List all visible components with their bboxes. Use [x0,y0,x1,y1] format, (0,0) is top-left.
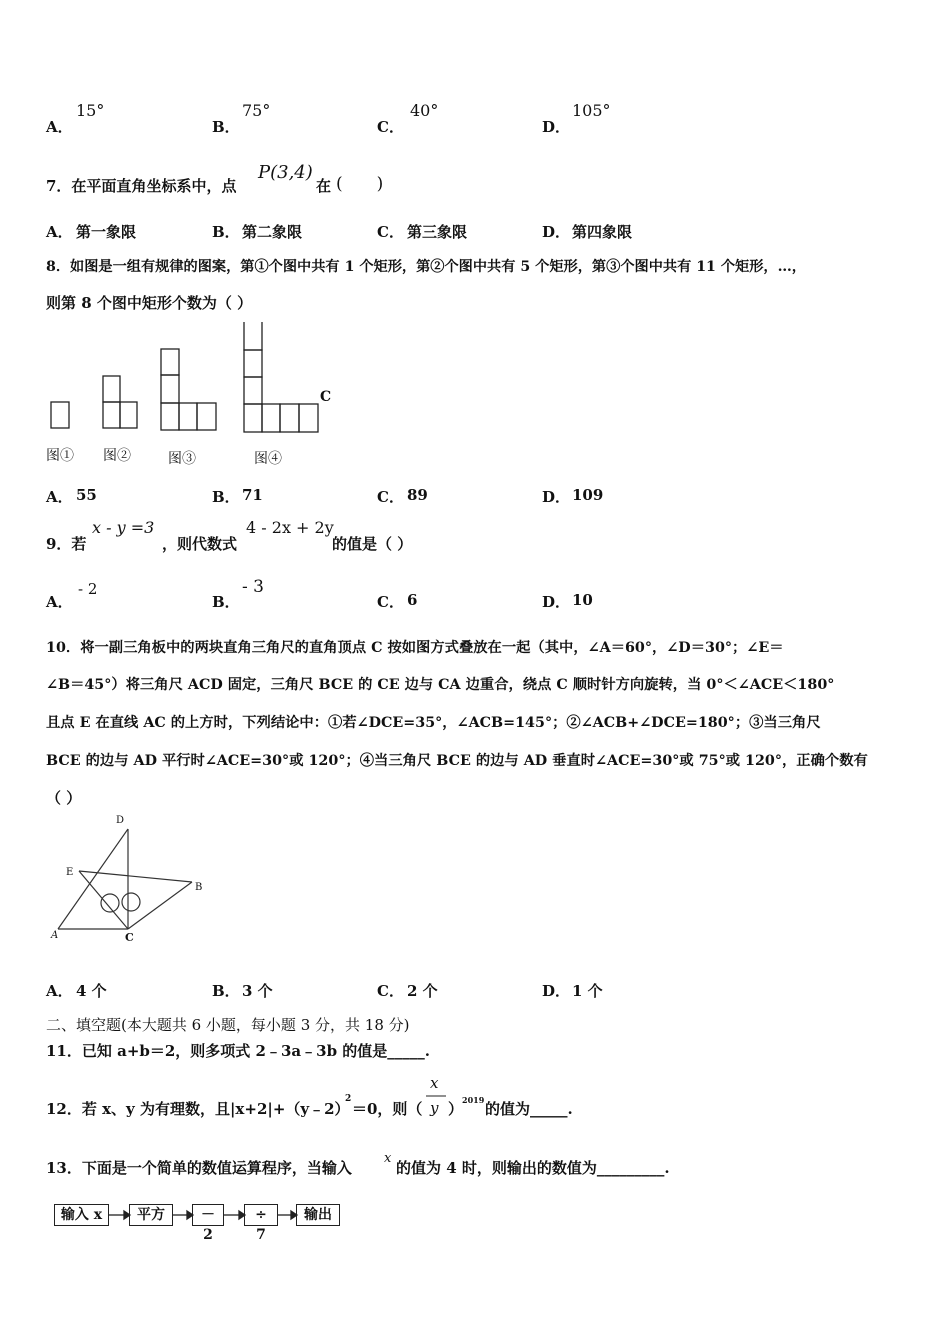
q8-figure-label-1: 图① [46,448,74,464]
q6-option-c-value: 40° [410,101,439,120]
q10-point-a: A [51,930,59,941]
q13-prefix: 13．下面是一个简单的数值运算程序，当输入 [46,1159,352,1177]
q12-fraction-numerator: x [430,1074,439,1092]
q9-option-b-label: B． [212,593,240,611]
q8-figure-label-4: 图④ [254,451,282,467]
q10-point-c: C [125,931,134,944]
q12-prefix: 12．若 x、y 为有理数，且|x+2|+（y﹣2） [46,1100,350,1118]
flow-output-box: 输出 [296,1204,340,1226]
q13-variable: x [384,1151,392,1166]
q6-option-d-label: D． [542,118,571,136]
q10-option-d-label: D． [542,982,571,1000]
q8-stem-line1: 8．如图是一组有规律的图案，第①个图中共有 1 个矩形，第②个图中共有 5 个矩形，第③个图中共有 11 个矩形，…， [46,259,806,275]
q10-option-b-value: 3 个 [242,982,273,1000]
q9-option-d-value: 10 [572,591,593,609]
flow-input-box: 输入 x [54,1204,109,1226]
q7-option-a-label: A． [46,223,73,241]
q10-line-3: 且点 E 在直线 AC 的上方时，下列结论中：①若∠DCE=35°，∠ACB=145°；②∠ACB+∠DCE=180°；③当三角尺 [46,715,821,731]
q10-point-b: B [195,882,203,893]
q7-option-b-label: B． [212,223,240,241]
q10-line-4: BCE 的边与 AD 平行时∠ACE=30°或 120°；④当三角尺 BCE 的边与 AD 垂直时∠ACE=30°或 75°或 120°，正确个数有 [46,753,868,769]
q10-option-b-label: B． [212,982,240,1000]
q8-option-d-value: 109 [572,486,604,504]
q10-option-d-value: 1 个 [572,982,603,1000]
q10-line-2: ∠B＝45°）将三角尺 ACD 固定，三角尺 BCE 的 CE 边与 CA 边重合，绕点 C 顺时针方向旋转，当 0°＜∠ACE＜180° [46,677,835,693]
q12-fraction-denominator: y [430,1099,439,1117]
q7-option-c-value: 第三象限 [407,223,468,241]
q9-option-a-label: A． [46,593,73,611]
flow-divide7-box: ÷ 7 [244,1204,278,1226]
q7-stem-suffix: 在 [316,177,332,195]
q10-option-c-label: C． [377,982,404,1000]
section-2-heading: 二、填空题(本大题共 6 小题，每小题 3 分，共 18 分) [46,1016,410,1034]
q8-option-a-label: A． [46,488,73,506]
flow-minus2-box: －2 [192,1204,224,1226]
q8-option-b-value: 71 [242,486,263,504]
q7-stem-prefix: 7．在平面直角坐标系中，点 [46,177,237,195]
q12-middle: ＝0，则（ [352,1100,423,1118]
q9-option-d-label: D． [542,593,571,611]
q10-option-a-label: A． [46,982,73,1000]
q8-stem-line2: 则第 8 个图中矩形个数为（ ） [46,294,253,312]
q9-middle: ，则代数式 [162,535,238,553]
q6-option-b-value: 75° [242,101,271,120]
q8-corner-label: C [320,389,332,405]
q8-figure-label-3: 图③ [168,451,196,467]
q6-option-a-label: A． [46,118,73,136]
q9-expression: 4 - 2x + 2y [246,518,334,537]
question-11: 11．已知 a+b＝2，则多项式 2﹣3a﹣3b 的值是_____. [46,1042,430,1060]
q7-answer-blank: ( ) [336,174,384,194]
q10-option-c-value: 2 个 [407,982,438,1000]
q8-option-d-label: D． [542,488,571,506]
q7-point: P(3,4) [258,162,313,183]
q12-close-paren: ） [448,1100,464,1118]
q7-option-d-value: 第四象限 [572,223,633,241]
q10-option-a-value: 4 个 [76,982,107,1000]
q8-figure-label-2: 图② [103,448,131,464]
q8-option-a-value: 55 [76,486,97,504]
q6-option-a-value: 15° [76,101,105,120]
q7-option-a-value: 第一象限 [76,223,137,241]
q7-option-c-label: C． [377,223,404,241]
q10-point-e: E [66,867,74,878]
q9-condition: x - y =3 [92,518,155,537]
q6-option-d-value: 105° [572,101,611,120]
q9-option-b-value: - 3 [242,577,264,597]
q9-option-c-label: C． [377,593,404,611]
q7-option-d-label: D． [542,223,571,241]
q9-option-c-value: 6 [407,591,418,609]
q8-option-c-label: C． [377,488,404,506]
q12-square: 2 [345,1094,352,1104]
q6-option-b-label: B． [212,118,240,136]
q6-option-c-label: C． [377,118,404,136]
q8-option-b-label: B． [212,488,240,506]
q9-suffix: 的值是（ ） [332,535,413,553]
q9-prefix: 9．若 [46,535,87,553]
q10-line-1: 10．将一副三角板中的两块直角三角尺的直角顶点 C 按如图方式叠放在一起（其中，∠A＝60°，∠D＝30°；∠E＝ [46,640,784,656]
q12-power: 2019 [462,1095,485,1105]
q10-point-d: D [116,815,125,826]
q13-suffix: 的值为 4 时，则输出的数值为_________. [396,1159,670,1177]
q8-option-c-value: 89 [407,486,428,504]
q10-line-5: （ ） [46,789,82,807]
flow-square-box: 平方 [129,1204,173,1226]
q7-option-b-value: 第二象限 [242,223,303,241]
q9-option-a-value: - 2 [78,580,98,598]
q12-suffix: 的值为_____. [485,1100,573,1118]
